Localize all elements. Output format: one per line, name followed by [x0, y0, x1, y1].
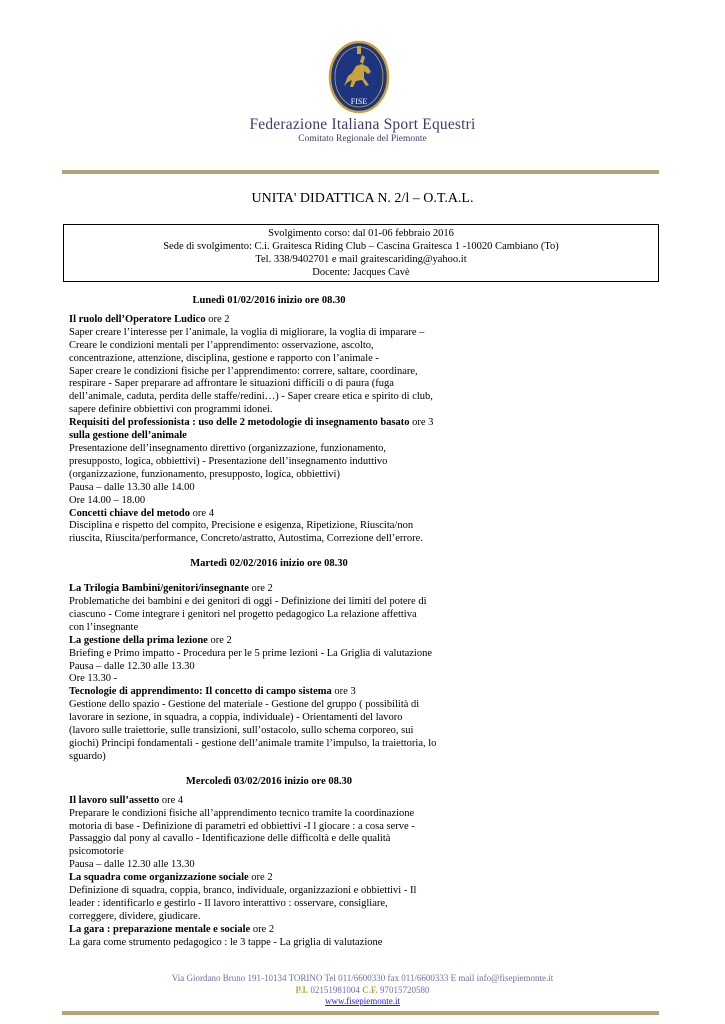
text-line: Ore 14.00 – 18.00	[69, 494, 146, 506]
text-line: Briefing e Primo impatto - Procedura per le 5 prime lezioni - La Griglia di valutazione	[69, 647, 433, 659]
fise-logo	[322, 40, 396, 114]
text-line: Ore 13.30 -	[69, 673, 118, 685]
section-heading: Concetti chiave del metodo ore 4	[69, 507, 214, 519]
text-line: Disciplina e rispetto del compito, Precisione e esigenza, Ripetizione, Riuscita/non	[69, 520, 414, 532]
text-line: ciascuno - Come integrare i genitori nel progetto pedagogico La relazione affettiva	[69, 608, 417, 620]
text-line: sapere definire obbiettivi con programmi idonei.	[69, 404, 273, 416]
text-line: giochi) Principi fondamentali - gestione dell’animale tramite l’impulso, la traiettoria, lo	[69, 738, 437, 749]
text-line: dell’animale, caduta, perdita delle staffe/redini…) - Saper creare etica e spirito di club,	[69, 391, 433, 403]
text-line: Saper creare le condizioni fisiche per l’apprendimento: correre, saltare, coordinare,	[69, 365, 418, 377]
text-line: Gestione dello spazio - Gestione del materiale - Gestione del gruppo ( possibilità di	[69, 699, 420, 711]
section-heading-cont: sulla gestione dell’animale	[69, 430, 187, 442]
footer-fiscal: P.I. 02151981004 C.F. 97015720580	[295, 985, 430, 995]
day-heading-monday: Lunedì 01/02/2016 inizio ore 08.30	[192, 295, 346, 306]
text-line: respirare - Saper preparare ad affrontare le situazioni difficili o di paura (fuga	[69, 378, 394, 390]
section-heading: La gestione della prima lezione ore 2	[69, 634, 232, 646]
website-link[interactable]: www.fisepiemonte.it	[325, 996, 400, 1006]
logo-text: FISE	[350, 97, 368, 106]
footer-divider	[62, 1011, 659, 1015]
text-line: Problematiche dei bambini e dei genitori di oggi - Definizione dei limiti del potere di	[69, 596, 427, 608]
text-line: presupposto, logica, obbiettivi) - Presentazione dell’insegnamento induttivo	[69, 455, 388, 467]
text-line: leader : identificarlo e gestirlo - Il lavoro interattivo : osservare, consigliare,	[69, 897, 388, 909]
text-line: sguardo)	[69, 750, 106, 762]
text-line: La gara come strumento pedagogico : le 3 tappe - La griglia di valutazione	[69, 936, 383, 948]
section-heading: La gara : preparazione mentale e sociale ore 2	[69, 923, 275, 935]
course-venue: Sede di svolgimento: C.i. Graitesca Riding Club – Cascina Graitesca 1 -10020 Cambiano (To)	[163, 241, 559, 252]
text-line: riuscita, Riuscita/performance, Concreto/astratto, Autostima, Correzione dell’errore.	[69, 533, 423, 545]
text-line: Definizione di squadra, coppia, branco, individuale, organizzazioni e obbiettivi - Il	[69, 885, 417, 897]
day-heading-wednesday: Mercoledì 03/02/2016 inizio ore 08.30	[185, 775, 353, 787]
text-line: (lavoro sulle traiettorie, sulle transizioni, sull’ostacolo, sullo schema corporeo, sui	[69, 725, 414, 737]
text-line: Pausa – dalle 12.30 alle 13.30	[69, 859, 195, 871]
section-heading: La squadra come organizzazione sociale ore 2	[69, 872, 273, 884]
program-content	[69, 295, 489, 950]
course-contact: Tel. 338/9402701 e mail graitescariding@yahoo.it	[255, 254, 467, 265]
section-heading: Il lavoro sull’assetto ore 4	[69, 794, 184, 806]
text-line: lavorare in sezione, in squadra, a coppia, individuale) - Orientamenti del lavoro	[69, 712, 403, 724]
section-heading: Tecnologie di apprendimento: Il concetto di campo sistema ore 3	[69, 686, 356, 698]
footer-address: Via Giordano Bruno 191-10134 TORINO Tel 011/6600330 fax 011/6600333 E mail info@fisepiemonte.it	[171, 973, 554, 983]
text-line: con l’insegnante	[69, 621, 139, 633]
org-subtitle: Comitato Regionale del Piemonte	[298, 134, 427, 144]
section-heading: Il ruolo dell’Operatore Ludico ore 2	[69, 313, 230, 325]
text-line: psicomotorie	[69, 846, 124, 858]
text-line: correggere, dividere, giudicare.	[69, 910, 201, 922]
text-line: Preparare le condizioni fisiche all’apprendimento tecnico tramite la coordinazione	[69, 807, 415, 819]
section-heading: Requisiti del professionista : uso delle 2 metodologie di insegnamento basato ore 3	[69, 417, 434, 429]
text-line: Pausa – dalle 12.30 alle 13.30	[69, 660, 195, 672]
text-line: motoria di base - Definizione di parametri ed obbiettivi -I l giocare : a cosa serve -	[69, 820, 415, 832]
text-line: Presentazione dell’insegnamento direttivo (organizzazione, funzionamento,	[69, 442, 387, 454]
text-line: Saper creare l’interesse per l’animale, la voglia di migliorare, la voglia di imparare –	[69, 326, 425, 338]
footer-website	[0, 996, 725, 1008]
course-teacher: Docente: Jacques Cavè	[312, 267, 410, 278]
text-line: (organizzazione, funzionamento, presupposto, logica, obbiettivi)	[69, 468, 340, 480]
org-name: Federazione Italiana Sport Equestri	[249, 116, 476, 133]
page-title: UNITA' DIDATTICA N. 2/l – O.T.A.L.	[251, 191, 474, 206]
text-line: Creare le condizioni mentali per l’apprendimento: osservazione, ascolto,	[69, 339, 374, 351]
text-line: Pausa – dalle 13.30 alle 14.00	[69, 481, 195, 493]
day-heading-tuesday: Martedì 02/02/2016 inizio ore 08.30	[190, 558, 348, 570]
course-dates: Svolgimento corso: dal 01-06 febbraio 2016	[268, 228, 454, 239]
section-heading: La Trilogia Bambini/genitori/insegnante ore 2	[69, 583, 273, 595]
text-line: Passaggio dal pony al cavallo - Identificazione delle difficoltà e delle qualità	[69, 833, 391, 845]
header-divider	[62, 170, 659, 174]
text-line: concentrazione, attenzione, disciplina, gestione e rapporto con l’animale -	[69, 352, 379, 364]
course-info-box	[63, 224, 659, 282]
